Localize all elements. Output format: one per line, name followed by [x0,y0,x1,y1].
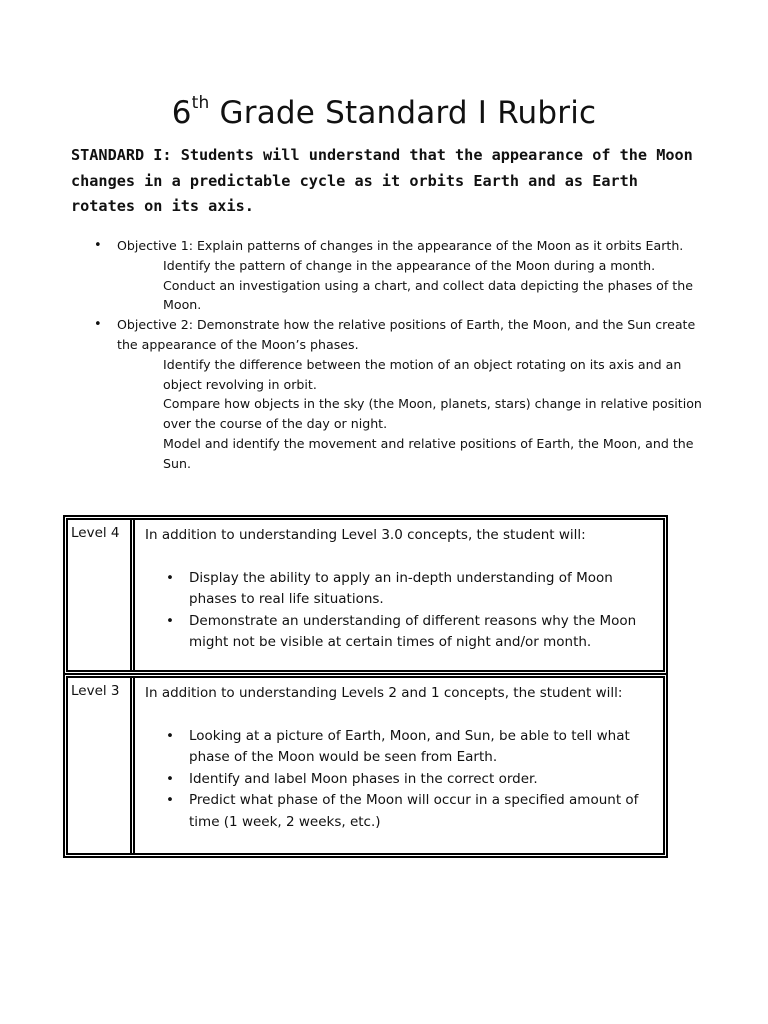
objective-label: Objective 1: Explain patterns of changes in the appearance of the Moon as it orbits Earth. [117,238,684,253]
title-prefix: 6 [171,94,192,131]
rubric-row-level-3 [63,673,668,858]
title-superscript: th [191,93,210,114]
rubric-intro: In addition to understanding Level 3.0 concepts, the student will: [145,527,586,543]
objectives-list [92,236,704,474]
standard-statement: STANDARD I: Students will understand that the appearance of the Moon changes in a predictable cycle as it orbits Earth and as Earth rotates on its axis. [71,146,693,215]
rubric-criterion: • Looking at a picture of Earth, Moon, and Sun, be able to tell what phase of the Moon would be seen from Earth. [145,726,657,769]
rubric-row-level-4 [63,515,668,675]
rubric-description-cell [140,520,663,670]
objective-sub-list [117,355,704,474]
rubric-intro: In addition to understanding Levels 2 and 1 concepts, the student will: [145,685,623,701]
rubric-criterion: • Display the ability to apply an in-depth understanding of Moon phases to real life situations. [145,568,657,611]
rubric-criteria-list [145,726,657,834]
rubric-level-cell: Level 4 [68,520,135,670]
objective-sub-item: Identify the difference between the motion of an object rotating on its axis and an object revolving in orbit. [163,356,682,392]
objective-item [92,315,704,473]
objective-sub-list [117,256,704,315]
objective-label: Objective 2: Demonstrate how the relative positions of Earth, the Moon, and the Sun create the appearance of the Moon’s phases. [117,317,696,352]
rubric-description-cell [140,678,663,853]
objective-sub-item: Compare how objects in the sky (the Moon, planets, stars) change in relative position over the course of the day or night. [163,396,702,432]
page-title [0,95,768,131]
objective-sub-item: Identify the pattern of change in the appearance of the Moon during a month. [163,257,656,273]
rubric-level-cell: Level 3 [68,678,135,853]
rubric-criterion: • Predict what phase of the Moon will occur in a specified amount of time (1 week, 2 weeks, etc.) [145,790,657,833]
rubric-criterion: • Demonstrate an understanding of different reasons why the Moon might not be visible at certain times of night and/or month. [145,611,657,654]
rubric-criterion: • Identify and label Moon phases in the correct order. [145,769,657,791]
objective-item [92,236,704,315]
objective-sub-item: Model and identify the movement and relative positions of Earth, the Moon, and the Sun. [163,435,694,471]
rubric-criteria-list [145,568,657,654]
title-rest: Grade Standard I Rubric [209,94,597,131]
objective-sub-item: Conduct an investigation using a chart, and collect data depicting the phases of the Moon. [163,277,693,313]
